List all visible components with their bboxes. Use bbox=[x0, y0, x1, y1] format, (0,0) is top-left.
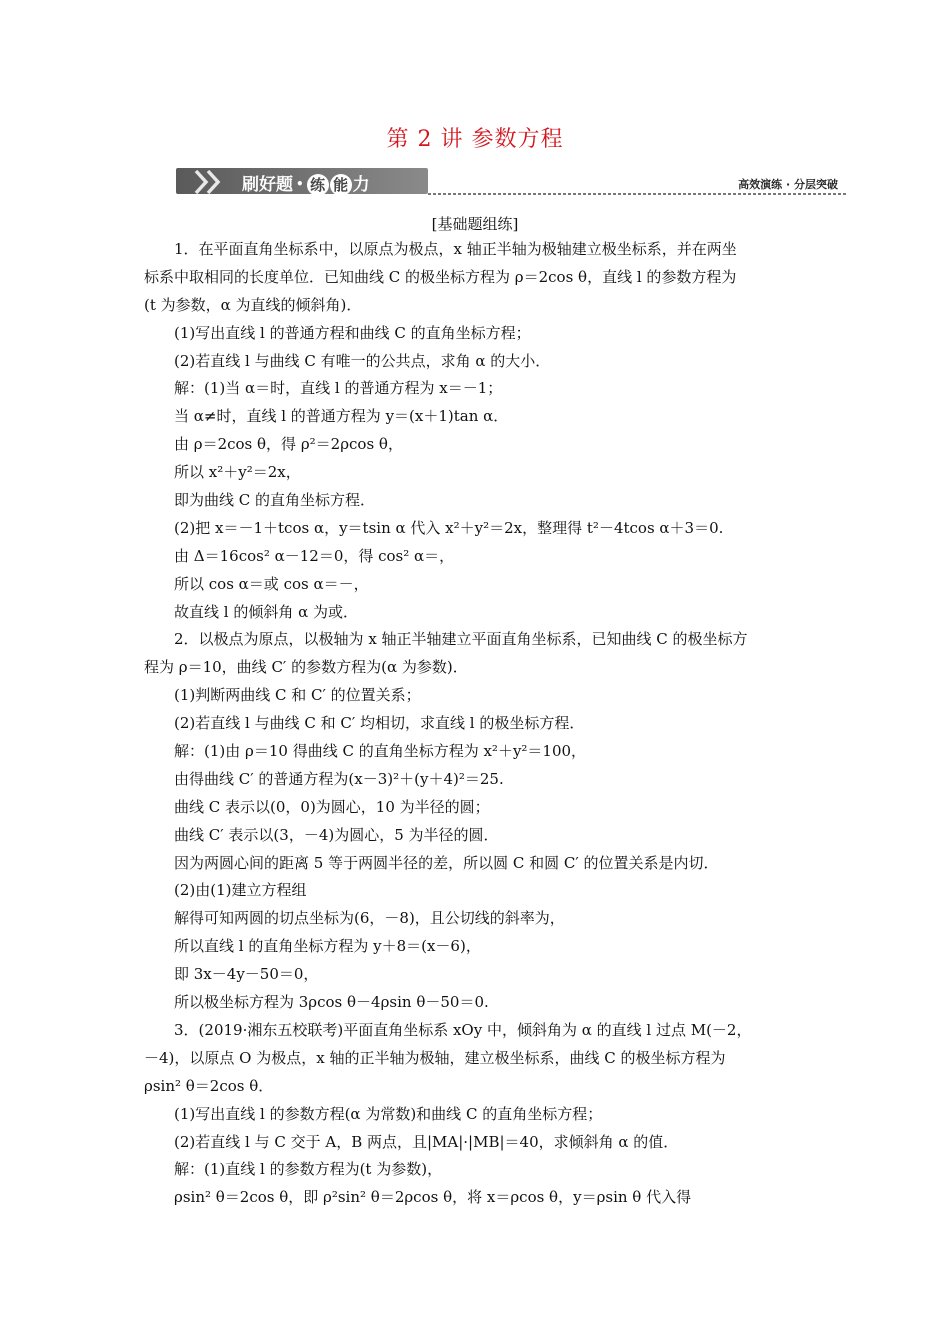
banner-dot: • bbox=[296, 177, 304, 191]
banner-dotted-rule bbox=[428, 193, 848, 195]
text-line: 即 3x－4y－50＝0， bbox=[174, 965, 319, 984]
section-title: [基础题组练] bbox=[431, 215, 519, 233]
text-line: 所以极坐标方程为 3ρcos θ－4ρsin θ－50＝0. bbox=[174, 993, 489, 1012]
text-line: (t 为参数，α 为直线的倾斜角)． bbox=[144, 295, 362, 314]
banner-label bbox=[242, 170, 370, 196]
text-line: 由 ρ＝2cos θ，得 ρ²＝2ρcos θ， bbox=[174, 435, 403, 454]
text-line: 所以 cos α＝或 cos α＝－， bbox=[174, 574, 369, 593]
text-line: ρsin² θ＝2cos θ． bbox=[144, 1076, 274, 1095]
banner-circle-char-1: 练 bbox=[307, 174, 329, 196]
text-line: (2)由(1)建立方程组 bbox=[174, 881, 307, 900]
text-line: (2)把 x＝－1＋tcos α，y＝tsin α 代入 x²＋y²＝2x，整理得 t²－4tcos α＋3＝0. bbox=[174, 518, 724, 537]
text-line: (2)若直线 l 与 C 交于 A，B 两点，且|MA|·|MB|＝40，求倾斜角 α 的值． bbox=[174, 1132, 679, 1151]
text-line: 所以直线 l 的直角坐标方程为 y＋8＝(x－6)， bbox=[174, 937, 481, 956]
text-line: ρsin² θ＝2cos θ，即 ρ²sin² θ＝2ρcos θ，将 x＝ρcos θ，y＝ρsin θ 代入得 bbox=[174, 1188, 692, 1207]
text-line: (2)若直线 l 与曲线 C 和 C′ 均相切，求直线 l 的极坐标方程． bbox=[174, 714, 585, 733]
banner-label-end: 力 bbox=[352, 175, 370, 195]
text-line: 1．在平面直角坐标系中，以原点为极点，x 轴正半轴为极轴建立极坐标系，并在两坐 bbox=[174, 240, 737, 258]
banner-label-main: 刷好题 bbox=[242, 175, 293, 195]
text-line: 故直线 l 的倾斜角 α 为或． bbox=[174, 602, 359, 621]
banner-tagline: 高效演练 · 分层突破 bbox=[738, 178, 838, 191]
banner-circle-char-2: 能 bbox=[330, 174, 352, 196]
text-line: 解得可知两圆的切点坐标为(6，－8)，且公切线的斜率为， bbox=[174, 909, 565, 928]
text-line: 解：(1)当 α＝时，直线 l 的普通方程为 x＝－1； bbox=[174, 379, 503, 398]
text-line: (2)若直线 l 与曲线 C 有唯一的公共点，求角 α 的大小． bbox=[174, 351, 551, 370]
text-line: 程为 ρ＝10，曲线 C′ 的参数方程为(α 为参数)． bbox=[144, 658, 468, 677]
text-line: 标系中取相同的长度单位．已知曲线 C 的极坐标方程为 ρ＝2cos θ，直线 l 的参数方程为 bbox=[144, 267, 737, 286]
text-line: 曲线 C 表示以(0，0)为圆心，10 为半径的圆； bbox=[174, 797, 490, 816]
text-line: 因为两圆心间的距离 5 等于两圆半径的差，所以圆 C 和圆 C′ 的位置关系是内切． bbox=[174, 853, 719, 872]
text-line: 由得曲线 C′ 的普通方程为(x－3)²＋(y＋4)²＝25. bbox=[174, 769, 504, 788]
text-line: 所以 x²＋y²＝2x， bbox=[174, 463, 301, 482]
text-line: (1)写出直线 l 的普通方程和曲线 C 的直角坐标方程； bbox=[174, 323, 531, 342]
text-line: 解：(1)直线 l 的参数方程为(t 为参数)， bbox=[174, 1160, 443, 1179]
document-body bbox=[144, 236, 812, 1212]
text-line: －4)，以原点 O 为极点，x 轴的正半轴为极轴，建立极坐标系，曲线 C 的极坐标方程为 bbox=[144, 1048, 726, 1067]
text-line: 即为曲线 C 的直角坐标方程． bbox=[174, 491, 376, 510]
text-line: 当 α≠时，直线 l 的普通方程为 y＝(x＋1)tan α． bbox=[174, 407, 509, 426]
text-line: 2．以极点为原点，以极轴为 x 轴正半轴建立平面直角坐标系，已知曲线 C 的极坐标方 bbox=[174, 630, 748, 649]
text-line: 3．(2019·湘东五校联考)平面直角坐标系 xOy 中，倾斜角为 α 的直线 l 过点 M(－2， bbox=[174, 1020, 752, 1039]
double-chevron-icon bbox=[192, 169, 232, 195]
section-banner bbox=[176, 166, 848, 198]
text-line: (1)写出直线 l 的参数方程(α 为常数)和曲线 C 的直角坐标方程； bbox=[174, 1104, 603, 1123]
text-line: 解：(1)由 ρ＝10 得曲线 C 的直角坐标方程为 x²＋y²＝100， bbox=[174, 742, 587, 761]
text-line: 由 Δ＝16cos² α－12＝0，得 cos² α＝， bbox=[174, 546, 455, 565]
page-title: 第 2 讲 参数方程 bbox=[386, 127, 564, 152]
text-line: 曲线 C′ 表示以(3，－4)为圆心，5 为半径的圆． bbox=[174, 825, 499, 844]
text-line: (1)判断两曲线 C 和 C′ 的位置关系； bbox=[174, 686, 421, 705]
